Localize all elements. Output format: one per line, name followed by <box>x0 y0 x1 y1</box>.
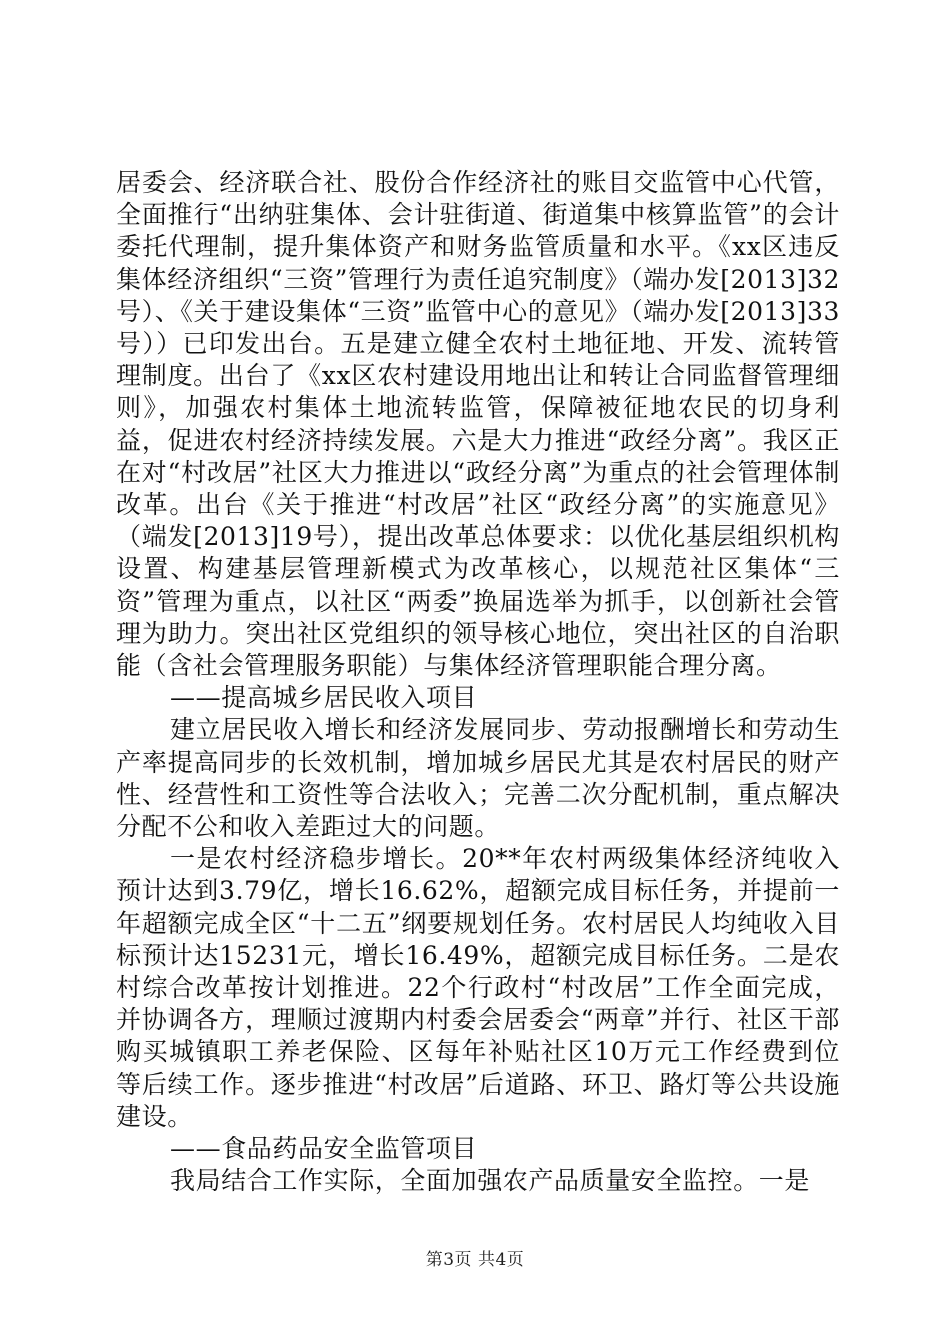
paragraph-continuation: 居委会、经济联合社、股份合作经济社的账目交监管中心代管，全面推行“出纳驻集体、会计驻街道、街道集中核算监管”的会计委托代理制，提升集体资产和财务监管质量和水平。《xx区违反集体经济组织“三资”管理行为责任追究制度》（端办发[2013]32号）、《关于建设集体“三资”监管中心的意见》（端办发[2013]33号））已印发出台。五是建立健全农村土地征地、开发、流转管理制度。出台了《xx区农村建设用地出让和转让合同监督管理细则》，加强农村集体土地流转监管，保障被征地农民的切身利益，促进农村经济持续发展。六是大力推进“政经分离”。我区正在对“村改居”社区大力推进以“政经分离”为重点的社会管理体制改革。出台《关于推进“村改居”社区“政经分离”的实施意见》（端发[2013]19号），提出改革总体要求：以优化基层组织机构设置、构建基层管理新模式为改革核心，以规范社区集体“三资”管理为重点，以社区“两委”换届选举为抓手，以创新社会管理为助力。突出社区党组织的领导核心地位，突出社区的自治职能（含社会管理服务职能）与集体经济管理职能合理分离。 <box>116 168 840 681</box>
page-footer: 第3页 共4页 <box>425 1250 525 1270</box>
paragraph-food-safety: 我局结合工作实际，全面加强农产品质量安全监控。一是 <box>170 1166 811 1196</box>
paragraph-rural-economy: 一是农村经济稳步增长。20**年农村两级集体经济纯收入预计达到3.79亿，增长16.62%，超额完成目标任务，并提前一年超额完成全区“十二五”纲要规划任务。农村居民人均纯收入目标预计达15231元，增长16.49%，超额完成目标任务。二是农村综合改革按计划推进。22个行政村“村改居”工作全面完成，并协调各方，理顺过渡期内村委会居委会“两章”并行、社区干部购买城镇职工养老保险、区每年补贴社区10万元工作经费到位等后续工作。逐步推进“村改居”后道路、环卫、路灯等公共设施建设。 <box>116 844 840 1131</box>
section-heading-food-drug: ——食品药品安全监管项目 <box>170 1134 478 1164</box>
document-body <box>116 167 840 1198</box>
paragraph-income-mechanism: 建立居民收入增长和经济发展同步、劳动报酬增长和劳动生产率提高同步的长效机制，增加城乡居民尤其是农村居民的财产性、经营性和工资性等合法收入；完善二次分配机制，重点解决分配不公和收入差距过大的问题。 <box>116 715 840 842</box>
section-heading-income: ——提高城乡居民收入项目 <box>170 683 478 713</box>
